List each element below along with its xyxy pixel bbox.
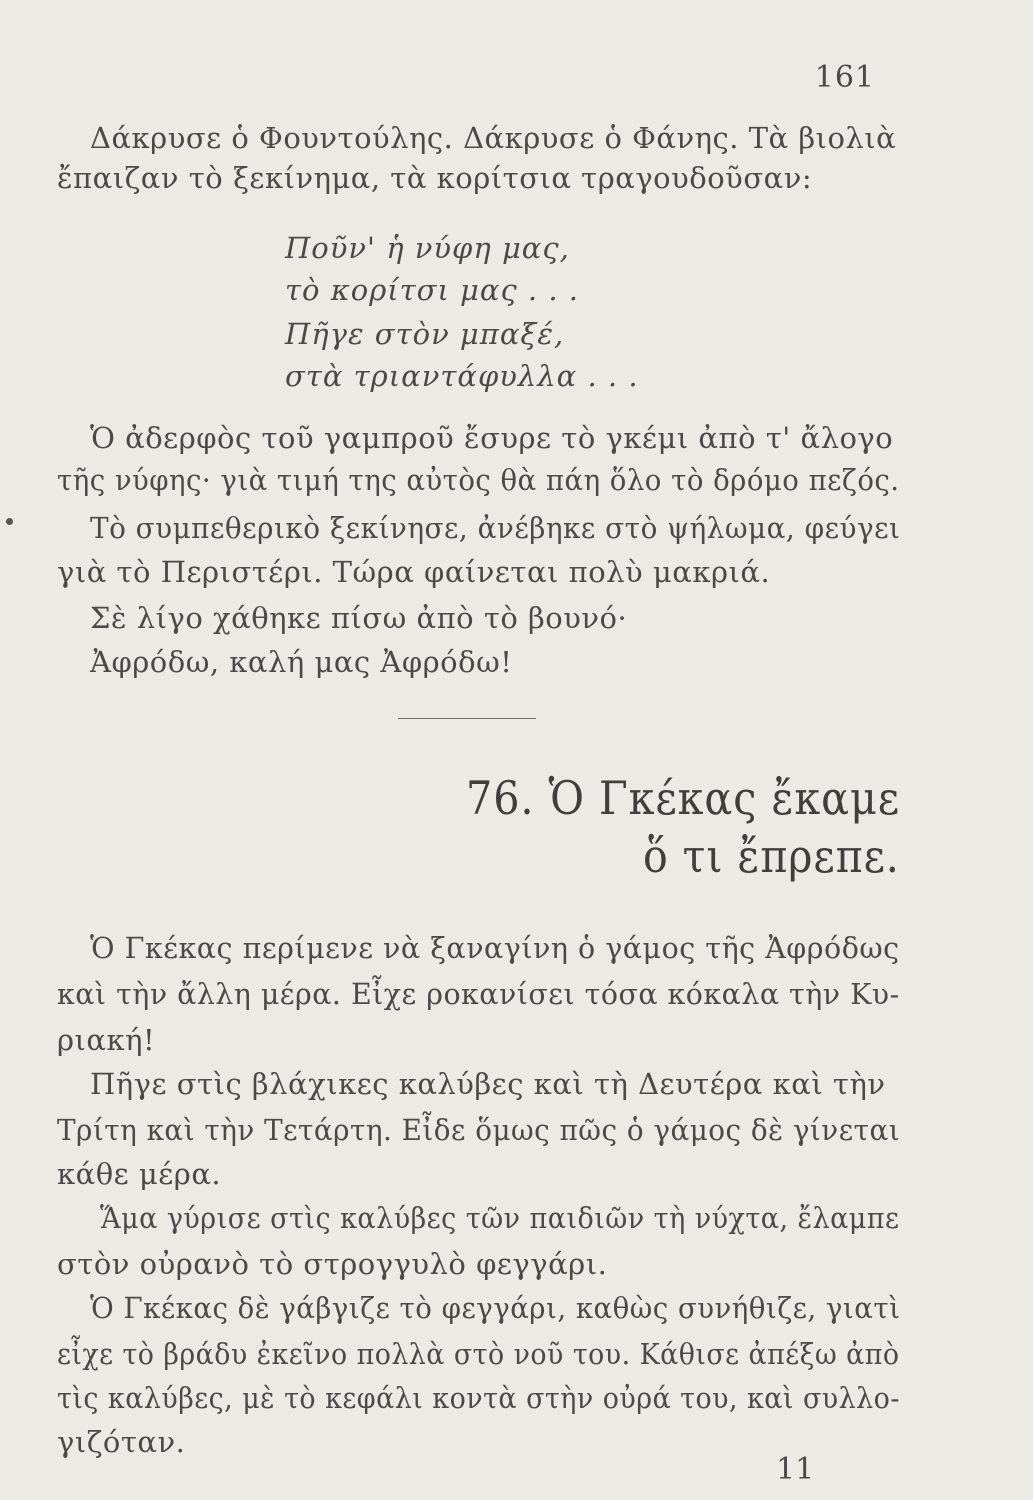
chapter-heading-line-2: ὅ τι ἔπρεπε. bbox=[643, 829, 900, 883]
text-line: Ὁ ἀδερφὸς τοῦ γαμπροῦ ἔσυρε τὸ γκέμι ἀπὸ τ' ἄλογο bbox=[90, 421, 894, 455]
text-line: Δάκρυσε ὁ Φουντούλης. Δάκρυσε ὁ Φάνης. Τὰ βιολιὰ bbox=[90, 121, 897, 155]
text-line: τὶς καλύβες, μὲ τὸ κεφάλι κοντὰ στὴν οὐρά του, καὶ συλλο- bbox=[57, 1381, 900, 1415]
text-line: τῆς νύφης· γιὰ τιμή της αὐτὸς θὰ πάη ὅλο τὸ δρόμο πεζός. bbox=[57, 463, 900, 497]
poem-line: στὰ τριαντάφυλλα . . . bbox=[285, 359, 639, 393]
poem-line: Ποῦν' ἡ νύφη μας, bbox=[285, 231, 570, 265]
text-line: ριακή! bbox=[57, 1023, 156, 1057]
text-line: Τὸ συμπεθερικὸ ξεκίνησε, ἀνέβηκε στὸ ψήλωμα, φεύγει bbox=[90, 511, 901, 545]
text-line: εἶχε τὸ βράδυ ἐκεῖνο πολλὰ στὸ νοῦ του. Κάθισε ἀπέξω ἀπὸ bbox=[57, 1337, 900, 1371]
margin-mark bbox=[6, 518, 13, 525]
text-line: Ἅμα γύρισε στὶς καλύβες τῶν παιδιῶν τὴ νύχτα, ἔλαμπε bbox=[100, 1201, 900, 1235]
text-line: Ὁ Γκέκας δὲ γάβγιζε τὸ φεγγάρι, καθὼς συνήθιζε, γιατὶ bbox=[90, 1291, 901, 1325]
text-line: κάθε μέρα. bbox=[57, 1157, 222, 1191]
poem-line: Πῆγε στὸν μπαξέ, bbox=[285, 317, 565, 351]
page-number: 161 bbox=[814, 60, 875, 95]
section-divider bbox=[398, 718, 536, 719]
text-line: Σὲ λίγο χάθηκε πίσω ἀπὸ τὸ βουνό· bbox=[90, 601, 628, 635]
text-line: Ἀφρόδω, καλή μας Ἀφρόδω! bbox=[90, 645, 513, 679]
poem-line: τὸ κορίτσι μας . . . bbox=[285, 273, 580, 307]
text-line: Ὁ Γκέκας περίμενε νὰ ξαναγίνη ὁ γάμος τῆς Ἀφρόδως bbox=[90, 931, 900, 965]
text-line: στὸν οὐρανὸ τὸ στρογγυλὸ φεγγάρι. bbox=[57, 1247, 608, 1281]
text-line: Τρίτη καὶ τὴν Τετάρτη. Εἶδε ὅμως πῶς ὁ γάμος δὲ γίνεται bbox=[57, 1113, 901, 1147]
text-line: ἔπαιζαν τὸ ξεκίνημα, τὰ κορίτσια τραγουδοῦσαν: bbox=[57, 161, 813, 195]
text-line: γιὰ τὸ Περιστέρι. Τώρα φαίνεται πολὺ μακριά. bbox=[57, 555, 771, 589]
chapter-heading-line-1: 76. Ὁ Γκέκας ἔκαμε bbox=[466, 771, 901, 825]
text-line: Πῆγε στὶς βλάχικες καλύβες καὶ τὴ Δευτέρα καὶ τὴν bbox=[90, 1067, 886, 1101]
signature-number: 11 bbox=[776, 1452, 815, 1487]
text-line: γιζόταν. bbox=[57, 1425, 186, 1459]
text-line: καὶ τὴν ἄλλη μέρα. Εἶχε ροκανίσει τόσα κόκαλα τὴν Κυ- bbox=[57, 977, 900, 1011]
